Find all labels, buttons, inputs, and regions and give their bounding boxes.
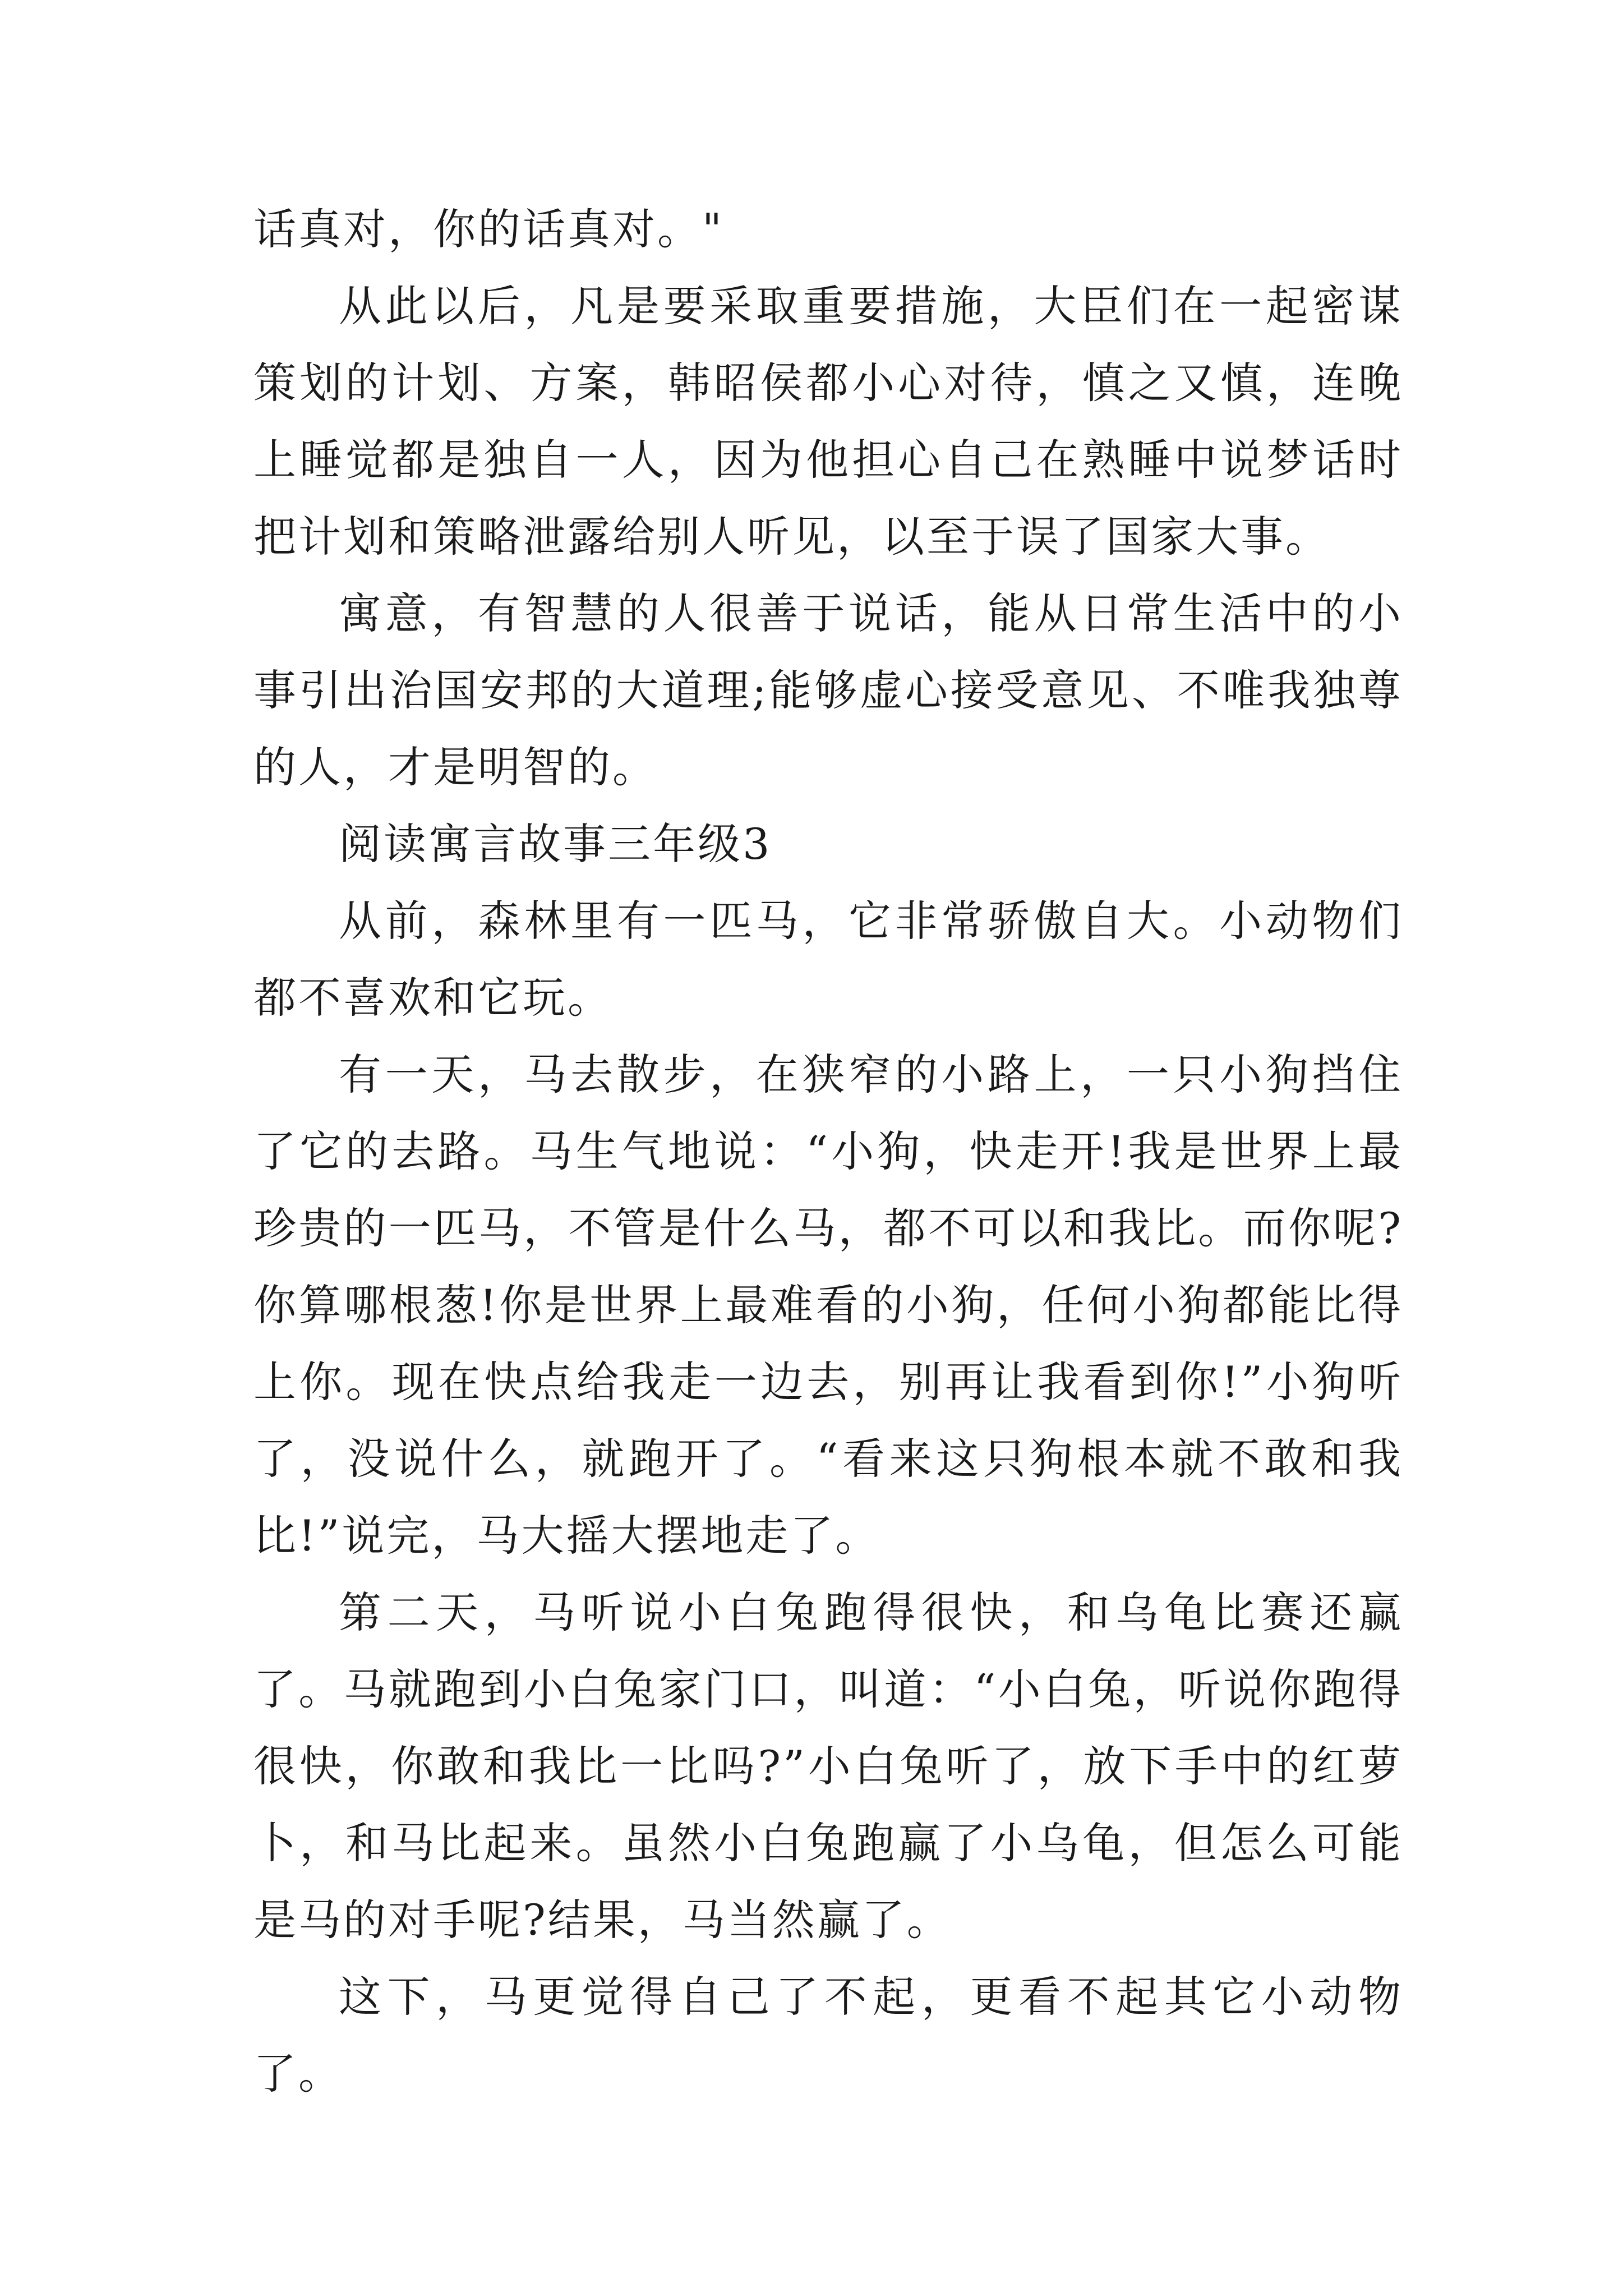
paragraph: 从此以后，凡是要采取重要措施，大臣们在一起密谋策划的计划、方案，韩昭侯都小心对待，慎之又慎，连晚上睡觉都是独自一人，因为他担心自己在熟睡中说梦话时把计划和策略泄露给别人听见，以至于误了国家大事。 bbox=[253, 281, 1403, 562]
section-heading: 阅读寓言故事三年级3 bbox=[339, 819, 772, 869]
paragraph: 有一天，马去散步，在狭窄的小路上，一只小狗挡住了它的去路。马生气地说：“小狗，快走开!我是世界上最珍贵的一匹马，不管是什么马，都不可以和我比。而你呢?你算哪根葱!你是世界上最难看的小狗，任何小狗都能比得上你。现在快点给我走一边去，别再让我看到你!”小狗听了，没说什么，就跑开了。“看来这只狗根本就不敢和我比!”说完，马大摇大摆地走了。 bbox=[253, 1050, 1403, 1561]
paragraph: 话真对，你的话真对。" bbox=[253, 204, 724, 254]
paragraph: 寓意，有智慧的人很善于说话，能从日常生活中的小事引出治国安邦的大道理;能够虚心接受意见、不唯我独尊的人，才是明智的。 bbox=[253, 588, 1403, 792]
document-body bbox=[253, 191, 1403, 2112]
paragraph: 从前，森林里有一匹马，它非常骄傲自大。小动物们都不喜欢和它玩。 bbox=[253, 896, 1403, 1023]
paragraph: 第二天，马听说小白兔跑得很快，和乌龟比赛还赢了。马就跑到小白兔家门口，叫道：“小白兔，听说你跑得很快，你敢和我比一比吗?”小白兔听了，放下手中的红萝卜，和马比起来。虽然小白兔跑赢了小乌龟，但怎么可能是马的对手呢?结果，马当然赢了。 bbox=[253, 1588, 1403, 1945]
paragraph: 这下，马更觉得自己了不起，更看不起其它小动物了。 bbox=[253, 1972, 1403, 2099]
